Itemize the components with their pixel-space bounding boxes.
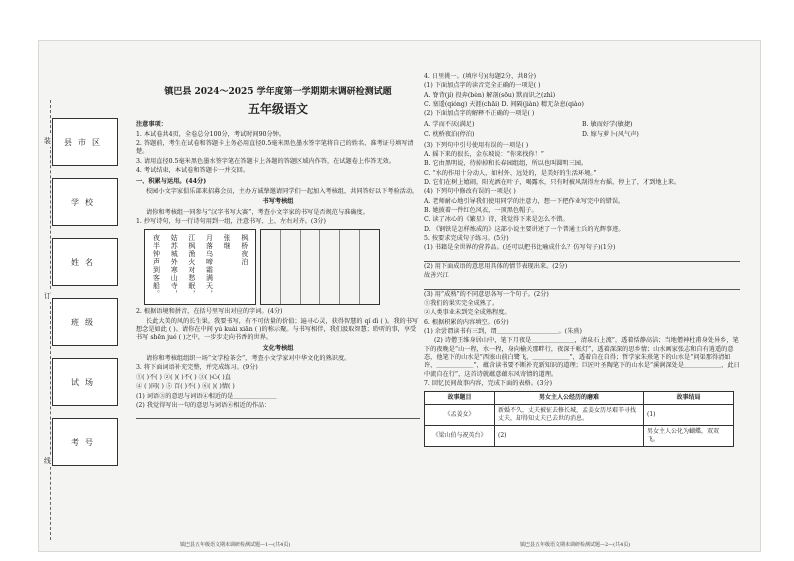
question-3-b[interactable]: (2) 我觉得写出一句的意思与词语⑥相近的作品： xyxy=(136,401,271,409)
poem-author: 张继 xyxy=(223,234,232,251)
answer-line[interactable] xyxy=(424,282,740,290)
binding-mark: 订 xyxy=(44,292,51,300)
question-3: 3. 将下面词语补充完整，并完成练习。(9分) xyxy=(136,364,258,372)
option[interactable]: A. 老师耐心地引导我们使用同学的注意力，想一下把作业写完中的错误。 xyxy=(424,197,625,205)
calligraphy-model xyxy=(144,229,256,305)
question-4-1: (1) 下面加点字的读音完全正确的一项是( ) xyxy=(424,82,541,90)
option[interactable]: A. 摇下来的很长，金东坡说：“你来找你！” xyxy=(424,150,544,158)
option[interactable]: C. 枕桥夜泊(停泊) xyxy=(424,131,475,139)
question-6-1[interactable]: (1) 余尝谓读书有三到，谓＿＿＿＿＿＿＿＿＿＿。(朱熹) xyxy=(424,327,582,335)
table-header: 故事题目 xyxy=(425,391,495,404)
answer-line[interactable] xyxy=(424,254,740,262)
option[interactable]: A. 学而不厌(满足) xyxy=(424,120,475,128)
question-5-2: (2) 用下面成语的意思用具体的情节表现出来。(2分) xyxy=(424,262,568,270)
poem-line: 夜半钟声到客船。 xyxy=(152,234,161,299)
question-5: 5. 按要求完成句子练习。(5分) xyxy=(424,235,509,243)
binding-line xyxy=(50,100,51,540)
exam-room-field[interactable]: 试场 xyxy=(52,358,118,406)
answer-cell[interactable]: (1) xyxy=(644,404,734,425)
part1-heading: 一、积累与运用。(44分) xyxy=(136,178,207,186)
option[interactable]: C. 读了冰心的《繁星》诗，我觉得下来是怎么不错。 xyxy=(424,216,569,224)
question-4-4: (4) 下列句中修改有误的一项是( ) xyxy=(424,188,516,196)
question-2: 2. 根据语境和拼音，在括号里写出对应的字词。(4分) xyxy=(136,308,283,316)
question-6: 6. 根据积累的内容填空。(6分) xyxy=(424,318,509,326)
table-cell: 男女主人公化为蝴蝶，双双飞。 xyxy=(644,425,734,446)
answer-line[interactable] xyxy=(136,411,420,419)
school-field[interactable]: 学校 xyxy=(52,178,118,226)
class-field[interactable]: 班级 xyxy=(52,298,118,346)
option[interactable]: D. 《钢铁是怎样炼成的》这部小说主要讲述了一个普通士兵的光辉事迹。 xyxy=(424,225,625,233)
footer-left: 镇巴县五年级语文期末调研检测试题—1—(共4页) xyxy=(180,542,291,548)
exam-subject: 五年级语文 xyxy=(247,102,308,117)
question-4: 4. 日里挑一。(填序号)(每题2分，共8分) xyxy=(424,73,537,80)
writing-grid[interactable] xyxy=(260,229,380,305)
poem-line: 江枫渔火对愁眠， xyxy=(187,234,196,299)
page-one-column xyxy=(136,82,420,420)
binding-mark: 装 xyxy=(44,137,51,145)
notice-item: 2. 答题前，考生在试卷和答题卡上务必用直径0.5毫米黑色墨水签字笔将自己的姓名、准考证号填写清楚。 xyxy=(136,140,414,156)
option-row[interactable]: C. 塞遥(qióng) 天涯(chāi) D. 间隔(jiàn) 精无杂息(qiào) xyxy=(424,101,584,109)
option-row[interactable]: A. 脊背(jí) 投奔(bèn) 解剖(sōu) 默而识之(zhì) xyxy=(424,91,556,99)
notice-item: 1. 本试卷共4页，全卷总分100分，考试时间90分钟。 xyxy=(136,130,286,138)
option[interactable]: C. “水的作用十分动人，如村外、远处的，是美好的生活环境。” xyxy=(424,169,597,177)
copy-exercise xyxy=(144,229,420,305)
notice-item: 3. 请用直径0.5毫米黑色墨水签字笔在答题卡上各题的答题区域内作答，在试题卷上作答无效。 xyxy=(136,157,396,165)
option[interactable]: B. 敏而好学(敏捷) xyxy=(582,120,633,128)
page-two-column xyxy=(424,72,740,447)
poem-title: 枫桥夜泊 xyxy=(240,234,249,267)
culture-intro: 请你和考核组组织一场“文学检茶会”，考查小文学家对中华文化的熟识度。 xyxy=(146,355,351,363)
story-table xyxy=(424,391,734,447)
notice-heading: 注意事项： xyxy=(136,121,167,129)
poem-line: 月落乌啼霜满天， xyxy=(205,234,214,299)
section-culture: 文化考核组 xyxy=(262,344,294,352)
question-6-2[interactable]: (2) 诗僧王维身居山中，笔下月夜是＿＿＿＿＿＿＿，清泉石上流”，透着恬静高洁；当地僧神杜甫身处异乡，笔下的夜晚是“山一程，水一程，身向榆关那畔行，夜深千帐灯”，透着深深的思乡情；山水画家张志和自有逍遥的意态，他笔下的山水是“西塞山前白鹭飞，＿＿＿＿＿＿”，透着自在自得；哲学家朱熹笔下的山水是“问渠那得清如许，＿＿＿＿＿＿”，蕴含读书要不断补充新知识的道理；巨匠叶圣陶笔下的山水是“溪涧深处是＿＿＿＿＿＿，此日中流自在行”，这首诗就蕴意蕴东风寄情的道理。 xyxy=(424,337,740,378)
table-cell: 新婚不久，丈夫被征去修长城，孟姜女历尽艰辛寻找丈夫，却得知丈夫已去世的消息。 xyxy=(495,404,644,425)
part1-intro: 校园小文字家俱乐部来招募会员，主办方诚挚邀请同学们一起加入考核组，共同答好以下考验活动。 xyxy=(146,187,419,195)
question-3-row[interactable]: ④ ( )同( ) ⑤ 百( )不( ) ⑥( )( )情( ) xyxy=(136,383,235,391)
table-cell: 《梁山伯与祝英台》 xyxy=(425,425,495,446)
notice-item: 4. 考试结束，本试卷和答题卡一并交回。 xyxy=(136,167,250,175)
table-header: 故事结局 xyxy=(644,391,734,404)
question-5-2-idiom: 故善兴江 xyxy=(424,272,449,280)
binding-mark: 线 xyxy=(44,457,51,465)
section-writing: 书写考核组 xyxy=(262,198,294,206)
question-5-1: (1) 书籍是全世界的营养品。(还可以把书比喻成什么？仿写句子)(1分) xyxy=(424,244,616,252)
option[interactable]: B. 她披着一件红色风衣，一顶黑色帽子。 xyxy=(424,207,538,215)
name-field[interactable]: 姓名 xyxy=(52,238,118,286)
question-7: 7. 回忆民间故事内容，完成下面的表格。(3分) xyxy=(424,380,553,388)
question-5-3: (3) 用“成熟”的不同意思各写一个句子。(2分) xyxy=(424,290,549,298)
meaning-a: ①我们的果实完全成熟了。 xyxy=(424,299,499,307)
meaning-b: ②人类事业未到完全成熟程度。 xyxy=(424,309,511,317)
table-row xyxy=(425,425,734,446)
exam-number-field[interactable]: 考号 xyxy=(52,418,118,466)
writing-intro: 请你和考核组一同参与“汉字书写大赛”，考查小文字家的书写是否规范与准确度。 xyxy=(146,208,369,216)
option[interactable]: D. 它们在树上嬉闹，阳光洒在叶子，喝露水，只有时被风刮得左右摇，停上了，才到地上来。 xyxy=(424,178,681,186)
question-3-row[interactable]: ①( )不( ) ②( )( )不( ) ③( )心( )直 xyxy=(136,373,231,381)
table-header: 男女主人公经历的磨难 xyxy=(495,391,644,404)
exam-title: 镇巴县 2024～2025 学年度第一学期期末调研检测试题 xyxy=(164,87,392,97)
question-2-text: 长此大美的风的长生果。我要书写，有不可估量的价值；遍寻心灵，获得智慧的 qí dì ( )。我的书写想念是如此 ( )。请你在中间 yú kuài xiān ( )的称示聚。与书写相伴，我们汲取智慧；聆听的事，享受书写 shēn jué ( )之中，一步步走向书香的世界。 xyxy=(136,317,419,342)
footer-right: 镇巴县五年级语文期末调研检测试题—2—(共4页) xyxy=(520,542,631,548)
option[interactable]: D. 嫁与萝卜(风气声) xyxy=(582,131,639,139)
county-field[interactable]: 县市区 xyxy=(52,118,118,166)
question-1: 1. 抄写诗句，每一行诗句用到一组，注意书写、上、左右对齐。(3分) xyxy=(136,217,326,225)
table-row xyxy=(425,404,734,425)
answer-cell[interactable]: (2) xyxy=(495,425,644,446)
question-4-3: (3) 下列句中引号使用有误的一项是( ) xyxy=(424,141,529,149)
question-4-2: (2) 下面加点字的解释不正确的一项是( ) xyxy=(424,110,535,118)
option[interactable]: B. 它由黑明说，待掉掉和长春园组组，所以也叫圆明三园。 xyxy=(424,160,588,168)
question-3-a[interactable]: (1) 词语③的意思与词语④相近的是＿＿＿＿＿＿＿ xyxy=(136,392,277,400)
table-cell: 《孟姜女》 xyxy=(425,404,495,425)
poem-line: 姑苏城外寒山寺， xyxy=(170,234,179,299)
